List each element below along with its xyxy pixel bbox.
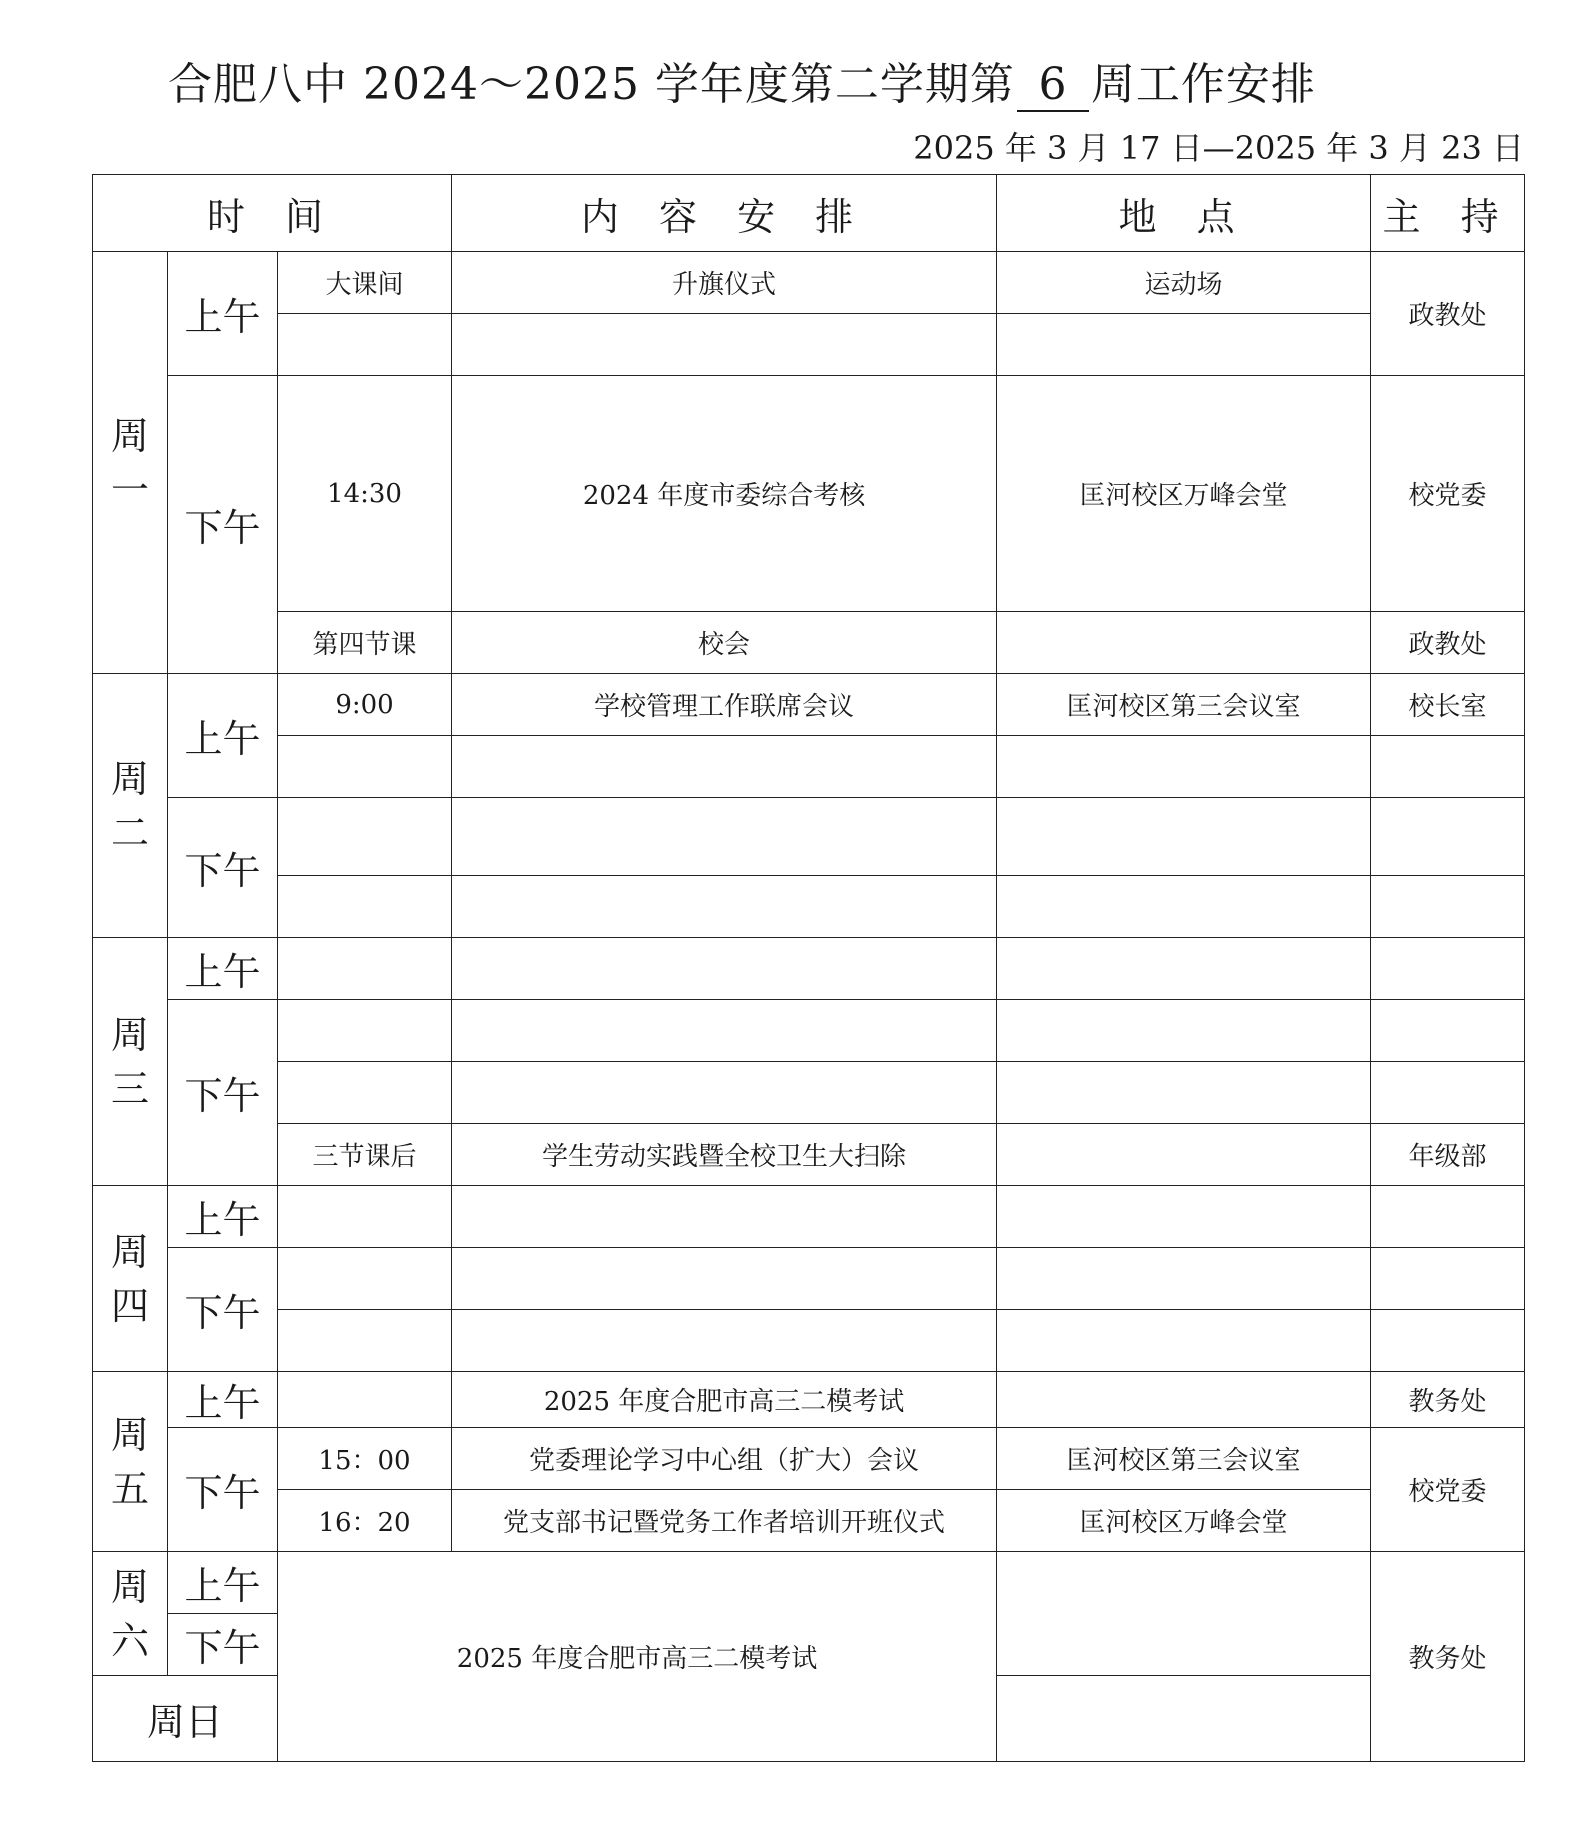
thursday-am-label: 上午 bbox=[168, 1186, 278, 1248]
content-cell: 校会 bbox=[452, 612, 997, 674]
time-cell bbox=[278, 1372, 452, 1428]
host-cell: 政教处 bbox=[1371, 612, 1525, 674]
content-cell: 2024 年度市委综合考核 bbox=[452, 376, 997, 612]
day-thursday: 周 四 bbox=[93, 1186, 168, 1372]
saturday-pm-label: 下午 bbox=[168, 1614, 278, 1676]
table-row bbox=[93, 938, 1525, 1000]
host-cell bbox=[1371, 1186, 1525, 1248]
time-cell bbox=[278, 1310, 452, 1372]
location-cell bbox=[997, 1676, 1371, 1762]
location-cell: 匡河校区万峰会堂 bbox=[997, 1490, 1371, 1552]
location-cell bbox=[997, 1062, 1371, 1124]
location-cell bbox=[997, 938, 1371, 1000]
content-cell bbox=[452, 1062, 997, 1124]
document-title bbox=[168, 50, 1368, 120]
header-host: 主 持 bbox=[1371, 175, 1525, 252]
content-cell: 学校管理工作联席会议 bbox=[452, 674, 997, 736]
host-cell bbox=[1371, 1310, 1525, 1372]
week-number: 6 bbox=[1017, 60, 1089, 112]
time-cell: 大课间 bbox=[278, 252, 452, 314]
monday-am-label: 上午 bbox=[168, 252, 278, 376]
time-cell bbox=[278, 1000, 452, 1062]
content-cell bbox=[452, 1000, 997, 1062]
table-row bbox=[93, 1124, 1525, 1186]
wednesday-pm-label: 下午 bbox=[168, 1000, 278, 1186]
thursday-pm-label: 下午 bbox=[168, 1248, 278, 1372]
host-cell bbox=[1371, 1062, 1525, 1124]
header-time: 时 间 bbox=[93, 175, 452, 252]
content-cell: 升旗仪式 bbox=[452, 252, 997, 314]
content-cell bbox=[452, 938, 997, 1000]
content-cell bbox=[452, 736, 997, 798]
content-cell bbox=[452, 1310, 997, 1372]
table-row bbox=[93, 1428, 1525, 1490]
location-cell bbox=[997, 1124, 1371, 1186]
location-cell bbox=[997, 1248, 1371, 1310]
location-cell bbox=[997, 612, 1371, 674]
content-cell bbox=[452, 1186, 997, 1248]
content-cell: 党委理论学习中心组（扩大）会议 bbox=[452, 1428, 997, 1490]
day-saturday: 周 六 bbox=[93, 1552, 168, 1676]
time-cell: 14:30 bbox=[278, 376, 452, 612]
location-cell bbox=[997, 736, 1371, 798]
time-cell bbox=[278, 1248, 452, 1310]
host-cell: 政教处 bbox=[1371, 252, 1525, 376]
host-cell: 年级部 bbox=[1371, 1124, 1525, 1186]
title-prefix: 合肥八中 2024～2025 学年度第二学期第 bbox=[168, 59, 1015, 110]
location-cell bbox=[997, 798, 1371, 876]
time-cell: 15：00 bbox=[278, 1428, 452, 1490]
content-cell: 学生劳动实践暨全校卫生大扫除 bbox=[452, 1124, 997, 1186]
table-row bbox=[93, 1490, 1525, 1552]
tuesday-am-label: 上午 bbox=[168, 674, 278, 798]
tuesday-pm-label: 下午 bbox=[168, 798, 278, 938]
table-row bbox=[93, 1248, 1525, 1310]
host-cell bbox=[1371, 1248, 1525, 1310]
host-cell bbox=[1371, 798, 1525, 876]
friday-pm-label: 下午 bbox=[168, 1428, 278, 1552]
wednesday-am-label: 上午 bbox=[168, 938, 278, 1000]
time-cell bbox=[278, 798, 452, 876]
location-cell bbox=[997, 1000, 1371, 1062]
host-cell: 校长室 bbox=[1371, 674, 1525, 736]
table-row bbox=[93, 674, 1525, 736]
time-cell: 16：20 bbox=[278, 1490, 452, 1552]
location-cell: 匡河校区第三会议室 bbox=[997, 674, 1371, 736]
monday-pm-label: 下午 bbox=[168, 376, 278, 674]
table-row bbox=[93, 1000, 1525, 1062]
location-cell bbox=[997, 876, 1371, 938]
time-cell bbox=[278, 938, 452, 1000]
friday-am-label: 上午 bbox=[168, 1372, 278, 1428]
table-row bbox=[93, 1310, 1525, 1372]
time-cell: 三节课后 bbox=[278, 1124, 452, 1186]
table-row bbox=[93, 1372, 1525, 1428]
host-cell bbox=[1371, 938, 1525, 1000]
table-row bbox=[93, 314, 1525, 376]
day-wednesday: 周 三 bbox=[93, 938, 168, 1186]
location-cell: 运动场 bbox=[997, 252, 1371, 314]
host-cell bbox=[1371, 876, 1525, 938]
host-cell bbox=[1371, 736, 1525, 798]
content-cell bbox=[452, 798, 997, 876]
title-suffix: 周工作安排 bbox=[1090, 59, 1316, 110]
table-row bbox=[93, 798, 1525, 876]
location-cell bbox=[997, 1372, 1371, 1428]
time-cell bbox=[278, 876, 452, 938]
table-row bbox=[93, 1062, 1525, 1124]
header-row bbox=[93, 175, 1525, 252]
content-cell bbox=[452, 1248, 997, 1310]
time-cell: 9:00 bbox=[278, 674, 452, 736]
time-cell: 第四节课 bbox=[278, 612, 452, 674]
time-cell bbox=[278, 736, 452, 798]
time-cell bbox=[278, 1062, 452, 1124]
date-range: 2025 年 3 月 17 日—2025 年 3 月 23 日 bbox=[913, 129, 1524, 167]
header-content: 内 容 安 排 bbox=[452, 175, 997, 252]
day-friday: 周 五 bbox=[93, 1372, 168, 1552]
location-cell: 匡河校区第三会议室 bbox=[997, 1428, 1371, 1490]
time-cell bbox=[278, 1186, 452, 1248]
location-cell bbox=[997, 314, 1371, 376]
location-cell: 匡河校区万峰会堂 bbox=[997, 376, 1371, 612]
location-cell bbox=[997, 1552, 1371, 1676]
host-cell: 校党委 bbox=[1371, 1428, 1525, 1552]
time-cell bbox=[278, 314, 452, 376]
content-cell bbox=[452, 876, 997, 938]
weekend-host-cell: 教务处 bbox=[1371, 1552, 1525, 1762]
day-tuesday: 周 二 bbox=[93, 674, 168, 938]
host-cell bbox=[1371, 1000, 1525, 1062]
table-row bbox=[93, 876, 1525, 938]
content-cell: 党支部书记暨党务工作者培训开班仪式 bbox=[452, 1490, 997, 1552]
header-location: 地 点 bbox=[997, 175, 1371, 252]
table-row bbox=[93, 376, 1525, 494]
schedule-table bbox=[92, 174, 1525, 1762]
saturday-am-label: 上午 bbox=[168, 1552, 278, 1614]
table-row bbox=[93, 1186, 1525, 1248]
weekend-content-cell: 2025 年度合肥市高三二模考试 bbox=[278, 1552, 997, 1762]
host-cell: 教务处 bbox=[1371, 1372, 1525, 1428]
table-row bbox=[93, 1552, 1525, 1614]
host-cell: 校党委 bbox=[1371, 376, 1525, 612]
table-row bbox=[93, 736, 1525, 798]
location-cell bbox=[997, 1186, 1371, 1248]
content-cell: 2025 年度合肥市高三二模考试 bbox=[452, 1372, 997, 1428]
day-monday: 周 一 bbox=[93, 252, 168, 674]
table-row bbox=[93, 612, 1525, 674]
table-row bbox=[93, 252, 1525, 314]
location-cell bbox=[997, 1310, 1371, 1372]
content-cell bbox=[452, 314, 997, 376]
day-sunday: 周日 bbox=[93, 1676, 278, 1762]
